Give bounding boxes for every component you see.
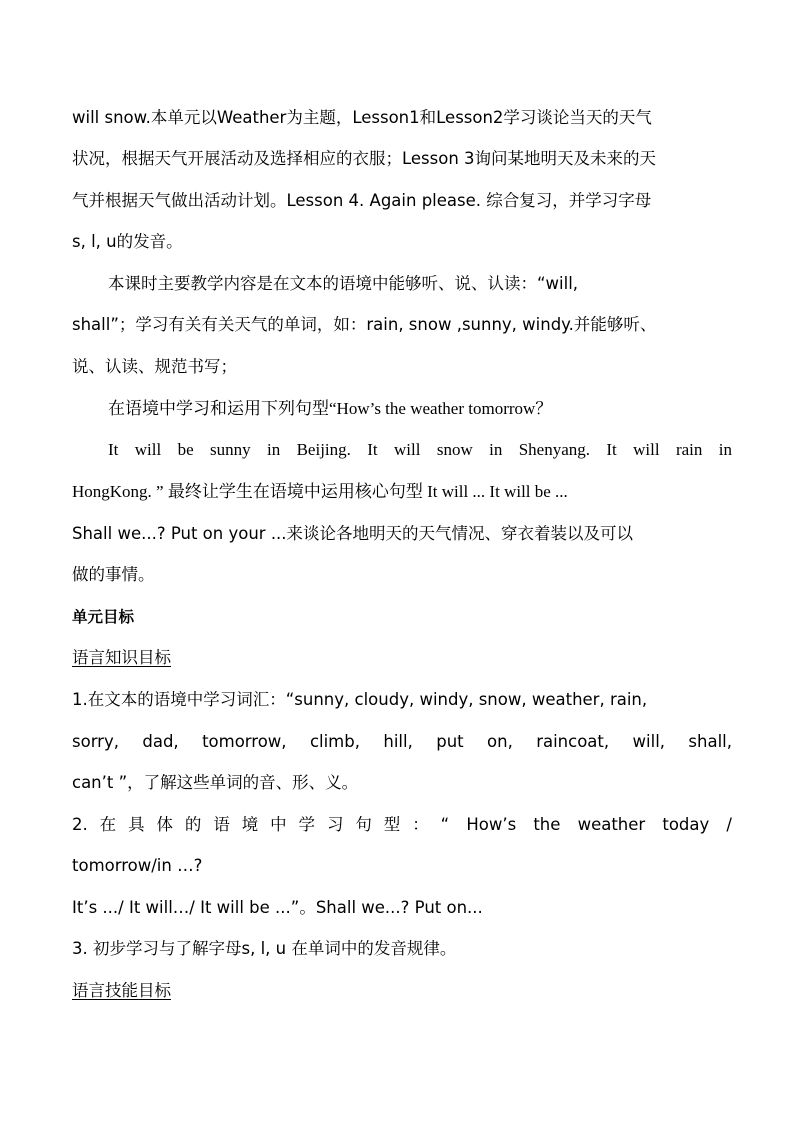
sentences-line-3: HongKong. ” 最终让学生在语境中运用核心句型 It will ... It will be ... — [72, 482, 568, 501]
intro-line-1: will snow.本单元以Weather为主题，Lesson1和Lesson2学习谈论当天的天气 — [72, 108, 652, 127]
sentences-line-1: 在语境中学习和运用下列句型“How’s the weather tomorrow？ — [108, 399, 553, 418]
intro-line-4: s, l, u的发音。 — [72, 232, 183, 251]
content-line-1: 本课时主要教学内容是在文本的语境中能够听、说、认读：“will, — [108, 274, 579, 293]
sentences-line-5: 做的事情。 — [72, 565, 155, 584]
goal-item-1-line-1: 1.在文本的语境中学习词汇：“sunny, cloudy, windy, snow, weather, rain, — [72, 690, 648, 709]
goal-item-2-line-2: tomorrow/in …? — [72, 856, 203, 875]
content-line-2: shall”；学习有关有关天气的单词，如：rain, snow ,sunny, windy.并能够听、 — [72, 315, 657, 334]
intro-line-3: 气并根据天气做出活动计划。Lesson 4. Again please. 综合复习，并学习字母 — [72, 191, 652, 210]
sentences-line-4: Shall we...? Put on your ...来谈论各地明天的天气情况、穿衣着装以及可以 — [72, 524, 634, 543]
goal-item-1-line-2: sorry, dad, tomorrow, climb, hill, put on, raincoat, will, shall, — [72, 732, 732, 751]
goal-item-2-line-3: It’s .../ It will…/ It will be ...”。Shall we...? Put on... — [72, 898, 483, 917]
goal-item-3: 3. 初步学习与了解字母s, l, u 在单词中的发音规律。 — [72, 939, 457, 958]
unit-goals-heading: 单元目标 — [72, 608, 135, 626]
sentences-line-2: It will be sunny in Beijing. It will snow in Shenyang. It will rain in — [108, 440, 732, 459]
goal-item-1-line-3: can’t ”，了解这些单词的音、形、义。 — [72, 773, 359, 792]
knowledge-goals-heading: 语言知识目标 — [72, 648, 171, 667]
skills-goals-heading: 语言技能目标 — [72, 981, 171, 1000]
goal-item-2-line-1: 2.在具体的语境中学习句型：“ How’s the weather today / — [72, 815, 732, 834]
content-line-3: 说、认读、规范书写； — [72, 357, 237, 376]
intro-line-2: 状况，根据天气开展活动及选择相应的衣服；Lesson 3询问某地明天及未来的天 — [72, 149, 657, 168]
